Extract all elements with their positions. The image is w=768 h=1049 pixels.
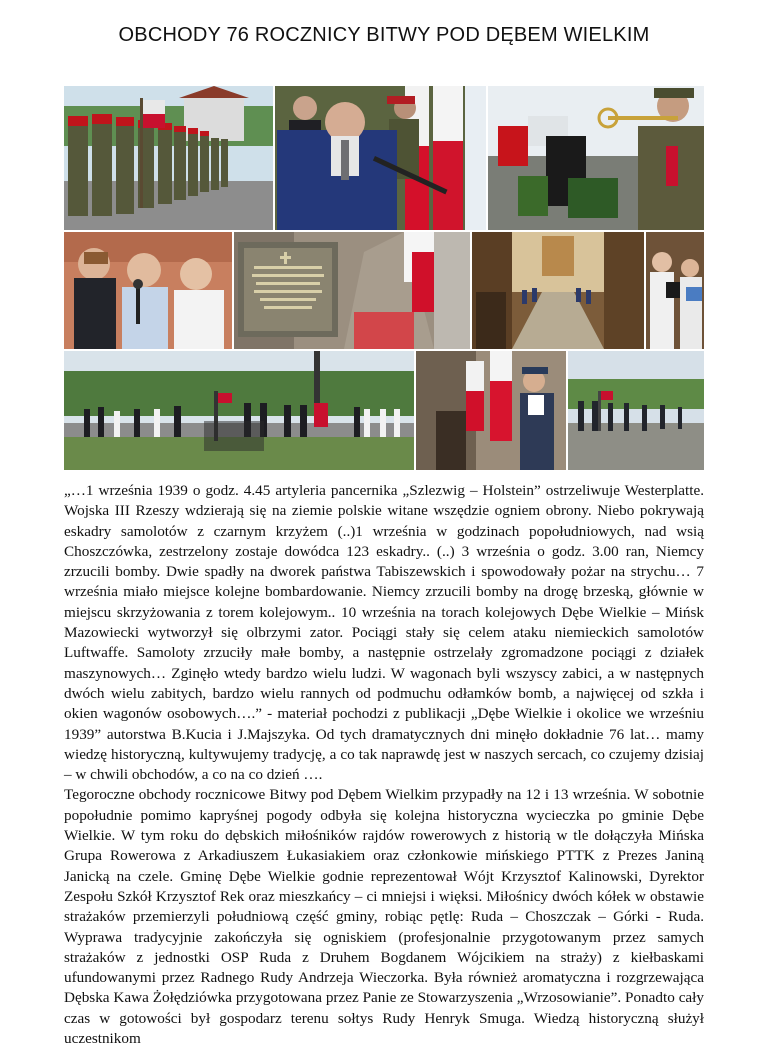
procession-photo <box>568 351 704 470</box>
memorial-plaque-photo <box>234 232 470 349</box>
paragraph-quote: „…1 września 1939 o godz. 4.45 artyleria pancernika „Szlezwig – Holstein” ostrzeliwuje Westerplatte. Wojska III Rzeszy wdzierają się na ziemie polskie witane wszędzie ogniem obrony. Niebo pokrywają eskadry samolotów z czarnym krzyżem (..)1 września w godzinach popołudniowych, nad wsią Choszczówka, zestrzelony zostaje dowódca 123 eskadry.. (..) 3 września o godz. 3.00 ran, Niemcy zrzucili bomby. Dwie spadły na dworek państwa Tabiszewskich i spowodowały pożar na strychu… 7 września miało miejsce kolejne bombardowanie. Niemcy zrzucili bomby na drogę brzeską, głównie w miejscu skrzyżowania z torem kolejowym.. 10 września na torach kolejowych Dębe Wielkie – Mińsk Mazowiecki wytworzył się olbrzymi zator. Pociągi stały się celem ataku niemieckich samolotów Luftwaffe. Samoloty zrzuciły małe bomby, a następnie ostrzelały zgromadzone pociągi z działek maszynowych… Zginęło wtedy bardzo wielu ludzi. W wagonach byli wszyscy zabici, a w następnych dwóch wielu zabitych, bardzo wielu rannych od podmuchu odłamków bomb, a najwięcej od szkła i okien wagonów osobowych….” - materiał pochodzi z publikacji „Dębe Wielkie i okolice we wrześniu 1939” autorstwa B.Kucia i J.Majszyka. Od tych dramatycznych dni minęło dokładnie 76 lat… mamy wiedzę historyczną, kultywujemy tradycję, a co tak naprawdę jest w naszych sercach, co czujemy dzisiaj – w chwili obchodów, a co na co dzień …. <box>64 482 704 784</box>
paragraph-celebrations: Tegoroczne obchody rocznicowe Bitwy pod Dębem Wielkim przypadły na 12 i 13 września. W sobotnie popołudnie pomimo kapryśnej pogody odbyła się kolejna historyczna wycieczka po gminie Dębe Wielkie. W tym roku do dębskich miłośników rajdów rowerowych z historią w tle dołączyła Mińska Grupa Rowerowa z Arkadiuszem Łukasiakiem oraz członkowie mińskiego PTTK z Prezes Janiną Janicką na czele. Gminę Dębe Wielkie godnie reprezentował Wójt Krzysztof Kalinowski, Dyrektor Zespołu Szkół Krzysztof Rek oraz mieszkańcy – ci mniejsi i więksi. Miłośnicy dwóch kółek w obstawie strażaków przemierzyli południową część gminy, robiąc pętlę: Ruda – Choszczak – Górki - Ruda. Wyprawa tradycyjnie zakończyła się ogniskiem (profesjonalnie przygotowanym przez samych strażaków z jednostki OSP Ruda z Druhem Bogdanem Wójcikiem na straży) z kiełbaskami ufundowanymi przez Radnego Rudy Andrzeja Wieczorka. Była również aromatyczna i rozgrzewająca Dębska Kawa Żołędziówka przygotowana przez Panie ze Stowarzyszenia „Wrzosowianie”. Ponadto cały czas w gotowości był gospodarz terenu sołtys Rudy Henryk Smuga. Wiedzą historyczną służył uczestnikom <box>64 786 704 1048</box>
speaker-podium-photo <box>275 86 486 230</box>
memorial-square-photo <box>64 351 414 470</box>
flag-bearers-photo <box>416 351 566 470</box>
article-body <box>64 481 704 1049</box>
children-speaking-photo <box>64 232 232 349</box>
photo-collage <box>64 86 704 470</box>
girls-reading-photo <box>646 232 704 349</box>
church-interior-photo <box>472 232 644 349</box>
page-title: OBCHODY 76 ROCZNICY BITWY POD DĘBEM WIELKIM <box>118 24 650 46</box>
soldiers-parade-photo <box>64 86 273 230</box>
trumpeter-photo <box>488 86 704 230</box>
